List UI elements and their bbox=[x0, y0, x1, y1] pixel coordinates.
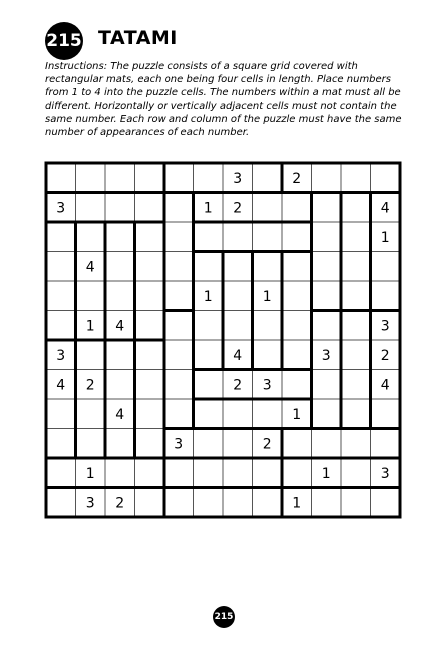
cell-value[interactable]: 2 bbox=[85, 377, 95, 394]
cell-value[interactable]: 4 bbox=[85, 259, 95, 276]
cell-value[interactable]: 1 bbox=[203, 288, 213, 305]
cell-value[interactable]: 1 bbox=[203, 200, 213, 217]
cell-value[interactable]: 1 bbox=[321, 465, 331, 482]
cell-value[interactable]: 4 bbox=[115, 406, 125, 423]
cell-value[interactable]: 4 bbox=[56, 377, 66, 394]
cell-value[interactable]: 2 bbox=[292, 170, 302, 187]
puzzle-title: TATAMI bbox=[98, 27, 178, 49]
cell-value[interactable]: 4 bbox=[233, 347, 243, 364]
cell-value[interactable]: 1 bbox=[292, 495, 302, 512]
cell-value[interactable]: 1 bbox=[292, 406, 302, 423]
cell-value[interactable]: 3 bbox=[233, 170, 243, 187]
cell-value[interactable]: 3 bbox=[262, 377, 272, 394]
cell-value[interactable]: 2 bbox=[262, 436, 272, 453]
cell-value[interactable]: 2 bbox=[115, 495, 125, 512]
cell-value[interactable]: 3 bbox=[56, 200, 66, 217]
cell-value[interactable]: 1 bbox=[380, 229, 390, 246]
cell-value[interactable]: 2 bbox=[380, 347, 390, 364]
page-number: 215 bbox=[214, 612, 234, 622]
cell-value[interactable]: 4 bbox=[380, 200, 390, 217]
cell-value[interactable]: 3 bbox=[321, 347, 331, 364]
cell-value[interactable]: 1 bbox=[85, 465, 95, 482]
instructions-text: Instructions: The puzzle consists of a square grid covered with rectangular mats, each one being four cells in length. Place numbers from 1 to 4 into the puzzle cells. The numbers within a mat must all be different. Horizontally or vertically adjacent cells must not contain the same number. Each row and column of the puzzle must have the same number of appearances of each number. bbox=[45, 61, 402, 139]
cell-value[interactable]: 3 bbox=[56, 347, 66, 364]
puzzle-number: 215 bbox=[46, 31, 82, 51]
cell-value[interactable]: 3 bbox=[174, 436, 184, 453]
cell-value[interactable]: 3 bbox=[380, 318, 390, 335]
cell-value[interactable]: 1 bbox=[85, 318, 95, 335]
cell-value[interactable]: 4 bbox=[380, 377, 390, 394]
cell-value[interactable]: 4 bbox=[115, 318, 125, 335]
cell-value[interactable]: 1 bbox=[262, 288, 272, 305]
cell-value[interactable]: 2 bbox=[233, 377, 243, 394]
page-number-badge bbox=[213, 606, 235, 628]
cell-value[interactable]: 2 bbox=[233, 200, 243, 217]
cell-value[interactable]: 3 bbox=[85, 495, 95, 512]
cell-value[interactable]: 3 bbox=[380, 465, 390, 482]
puzzle-number-badge bbox=[45, 22, 83, 60]
puzzle-grid[interactable] bbox=[43, 160, 405, 522]
